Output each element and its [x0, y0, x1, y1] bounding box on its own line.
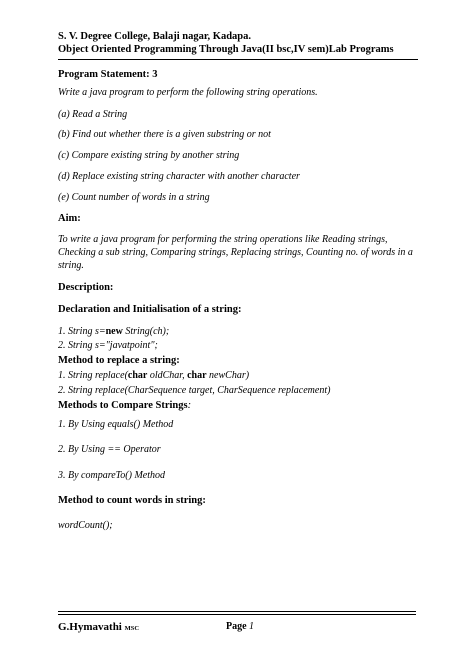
author-name-text: G.Hymavathi [58, 621, 122, 633]
declaration-line-2: 2. String s="javatpoint"; [58, 340, 158, 351]
count-code: wordCount(); [58, 520, 113, 531]
page-number [226, 621, 254, 632]
page-number-value: 1 [249, 621, 255, 632]
header-divider [58, 59, 418, 60]
author-degree: MSC [124, 625, 140, 632]
declaration-line-1 [58, 325, 169, 338]
compare-item: 1. By Using equals() Method [58, 419, 174, 430]
code-text: String(ch); [122, 326, 170, 337]
replace-line-2: 2. String replace(CharSequence target, CharSequence replacement) [58, 385, 331, 396]
code-text: oldChar, [147, 370, 188, 381]
replace-heading: Method to replace a string: [58, 355, 180, 366]
operation-item: (a) Read a String [58, 109, 128, 120]
compare-heading [58, 399, 191, 412]
footer-divider-thin [58, 614, 416, 615]
code-text: 1. String s= [58, 326, 106, 337]
operation-item: (d) Replace existing string character with another character [58, 171, 300, 182]
aim-text: To write a java program for performing the string operations like Reading strings, Checking a sub string, Comparing strings, Replacing strings, Counting no. of words in a string. [58, 234, 413, 271]
code-text: newChar) [206, 370, 250, 381]
aim-heading: Aim: [58, 213, 81, 224]
footer-divider [58, 611, 416, 612]
operation-item: (b) Find out whether there is a given substring or not [58, 129, 271, 140]
operation-item: (e) Count number of words in a string [58, 192, 210, 203]
program-statement: Program Statement: 3 [58, 69, 158, 80]
page-label: Page [226, 621, 247, 632]
intro-text: Write a java program to perform the following string operations. [58, 87, 318, 98]
college-header: S. V. Degree College, Balaji nagar, Kadapa. [58, 31, 251, 42]
description-heading: Description: [58, 282, 114, 293]
author-name [58, 621, 139, 633]
replace-line-1 [58, 369, 249, 382]
compare-item: 2. By Using == Operator [58, 444, 161, 455]
operation-item: (c) Compare existing string by another string [58, 150, 240, 161]
code-keyword: char [127, 370, 148, 381]
compare-heading-text: Methods to Compare Strings [58, 400, 188, 411]
code-keyword: new [105, 326, 123, 337]
declaration-heading: Declaration and Initialisation of a string: [58, 304, 242, 315]
course-header: Object Oriented Programming Through Java(II bsc,IV sem)Lab Programs [58, 44, 394, 55]
code-keyword: char [187, 370, 207, 381]
compare-item: 3. By compareTo() Method [58, 470, 166, 481]
code-text: 1. String replace( [58, 370, 128, 381]
compare-heading-colon: : [187, 400, 192, 411]
count-heading: Method to count words in string: [58, 495, 206, 506]
